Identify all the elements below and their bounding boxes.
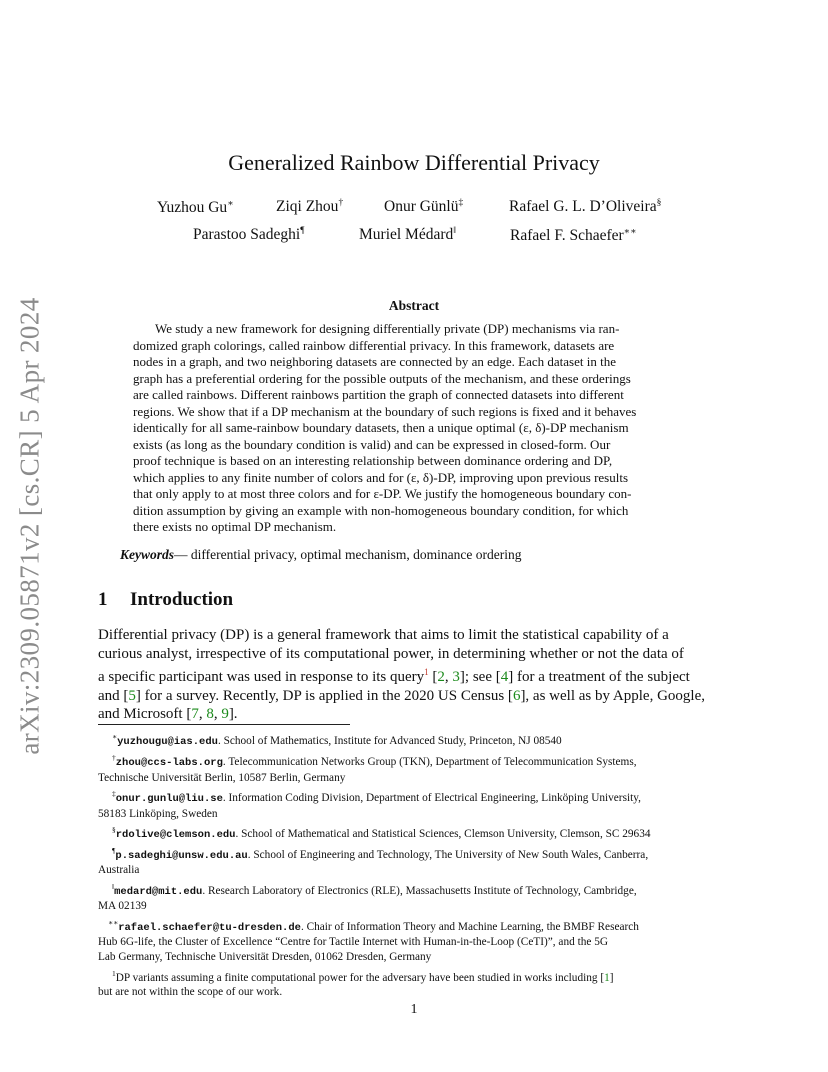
author-mark: ¶ (300, 226, 305, 236)
citation-link[interactable]: 8 (206, 706, 214, 722)
footnote-cont: 58183 Linköping, Sweden (98, 807, 218, 820)
abstract-line: which applies to any finite number of colors and for (ε, δ)-DP, improving upon previous results (133, 469, 629, 485)
citation-link[interactable]: 5 (128, 687, 136, 704)
citation-link[interactable]: 3 (452, 669, 460, 685)
footnote-cont: MA 02139 (98, 900, 147, 913)
footnote: †zhou@ccs-labs.org. Telecommunication Networks Group (TKN), Department of Telecommunication Systems, (112, 752, 637, 769)
page-number: 1 (410, 1002, 418, 1017)
author-name: Rafael G. L. D’Oliveira (509, 198, 657, 216)
abstract-heading: Abstract (388, 298, 440, 313)
keywords-text: differential privacy, optimal mechanism, dominance ordering (190, 547, 522, 562)
author-name: Parastoo Sadeghi (193, 226, 301, 244)
footnotes (98, 729, 732, 1001)
abstract-line: there exists no optimal DP mechanism. (133, 519, 337, 534)
author-7 (510, 226, 637, 245)
footnote-cont: Technische Universität Berlin, 10587 Berlin, Germany (98, 771, 346, 784)
arxiv-id: arXiv:2309.05871v2 [cs.CR] 5 Apr 2024 (14, 297, 45, 755)
intro-line: and Microsoft [7, 8, 9]. (98, 706, 238, 722)
footnote-email: p.sadeghi@unsw.edu.au (115, 849, 248, 862)
author-name: Ziqi Zhou (276, 198, 339, 216)
footnote-cont: Hub 6G-life, the Cluster of Excellence “Centre for Tactile Internet with Human-in-the-Loop (CeTI)”, and the 5G (98, 936, 608, 949)
citation-link[interactable]: 4 (500, 669, 509, 685)
paper-title: Generalized Rainbow Differential Privacy (228, 150, 600, 175)
abstract-line: exists (as long as the boundary condition is valid) and can be expressed in closed-form. Our (133, 436, 611, 452)
author-mark: ‖ (453, 226, 456, 236)
footnote-cont: Australia (98, 864, 140, 877)
author-name: Onur Günlü (384, 198, 459, 216)
citation-link[interactable]: 7 (191, 706, 199, 722)
section-heading (98, 589, 233, 611)
intro-line: and [5] for a survey. Recently, DP is applied in the 2020 US Census [6], as well as by Apple, Google, (98, 687, 705, 704)
intro-line: a specific participant was used in response to its query$^1$ [2, 3]; see [4] for a treatment of the subject (98, 667, 690, 685)
footnote: §rdolive@clemson.edu. School of Mathematical and Statistical Sciences, Clemson University, Clemson, SC 29634 (112, 824, 651, 841)
abstract-line: dition assumption by giving an example with non-homogeneous boundary condition, for which (133, 502, 629, 518)
abstract-line: identically for all same-rainbow boundary datasets, then a unique optimal (ε, δ)-DP mechanism (133, 420, 629, 435)
footnote-ref-1[interactable]: 1 (424, 667, 429, 677)
author-name: Muriel Médard (359, 226, 454, 244)
abstract-line: regions. We show that if a DP mechanism at the boundary of such regions is fixed and it behaves (133, 403, 637, 419)
intro-paragraph (98, 626, 732, 724)
author-mark: § (656, 198, 662, 208)
author-5 (193, 226, 305, 244)
author-mark: ∗∗ (623, 227, 637, 237)
author-mark: † (338, 198, 344, 208)
footnote-email: yuzhougu@ias.edu (117, 735, 218, 748)
author-4 (509, 198, 661, 216)
author-3 (384, 198, 463, 216)
footnote: ‡onur.gunlu@liu.se. Information Coding Division, Department of Electrical Engineering, Linköping University, (112, 788, 641, 805)
author-2 (276, 198, 343, 216)
abstract-line: domized graph colorings, called rainbow differential privacy. In this framework, datasets are (133, 337, 615, 353)
author-mark: ∗ (227, 199, 234, 209)
footnote-divider (98, 724, 350, 725)
abstract-line: are called rainbows. Different rainbows partition the graph of connected datasets into different (133, 387, 624, 402)
citation-link[interactable]: 9 (221, 706, 229, 722)
abstract-body (133, 321, 695, 536)
footnote-cont: but are not within the scope of our work. (98, 986, 283, 999)
keywords-label: Keywords (120, 547, 174, 562)
abstract-line: nodes in a graph, and two neighboring datasets are connected by an edge. Each dataset in the (133, 354, 616, 369)
section-number: 1 (98, 589, 108, 610)
footnote: ∗yuzhougu@ias.edu. School of Mathematics, Institute for Advanced Study, Princeton, NJ 08540 (112, 732, 562, 748)
footnote-email: onur.gunlu@liu.se (115, 792, 223, 805)
footnote-email: rafael.schaefer@tu-dresden.de (118, 921, 301, 934)
footnote: ∗∗rafael.schaefer@tu-dresden.de. Chair of Information Theory and Machine Learning, the BMBF Research (108, 917, 639, 934)
footnote-email: rdolive@clemson.edu (115, 828, 236, 841)
author-mark: ‡ (458, 198, 464, 208)
arxiv-stamp (10, 296, 50, 756)
citation-link[interactable]: 2 (437, 669, 445, 685)
author-name: Yuzhou Gu (157, 199, 228, 217)
footnote-email: medard@mit.edu (114, 885, 203, 898)
author-6 (359, 226, 456, 244)
citation-link[interactable]: 6 (512, 687, 521, 704)
intro-line: Differential privacy (DP) is a general framework that aims to limit the statistical capability of a (98, 627, 669, 643)
author-name: Rafael F. Schaefer (510, 227, 624, 245)
footnote-cont: Lab Germany, Technische Universität Dresden, 01062 Dresden, Germany (98, 951, 432, 964)
abstract-line: proof technique is based on an interesting relationship between dominance ordering and DP, (133, 453, 613, 468)
citation-link[interactable]: 1 (604, 971, 610, 984)
keywords (120, 547, 522, 563)
abstract-line: that only apply to at most three colors and for ε-DP. We justify the homogeneous boundary con- (133, 486, 632, 501)
keywords-dash: — (174, 547, 191, 562)
intro-line: curious analyst, irrespective of its computational power, in determining whether or not the data of (98, 645, 684, 662)
footnote-email: zhou@ccs-labs.org (115, 756, 223, 769)
footnote: ¶p.sadeghi@unsw.edu.au. School of Engineering and Technology, The University of New South Wales, Canberra, (112, 845, 649, 862)
footnote-1: $^1$DP variants assuming a finite computational power for the adversary have been studied in works including [1] (112, 968, 614, 984)
section-title: Introduction (130, 589, 234, 610)
abstract-line: We study a new framework for designing differentially private (DP) mechanisms via ran- (155, 321, 620, 336)
author-1 (157, 198, 234, 217)
abstract-line: graph has a preferential ordering for the possible outputs of the mechanism, and these orderings (133, 370, 631, 386)
footnote: ‖medard@mit.edu. Research Laboratory of Electronics (RLE), Massachusetts Institute of Technology, Cambridge, (112, 881, 637, 898)
